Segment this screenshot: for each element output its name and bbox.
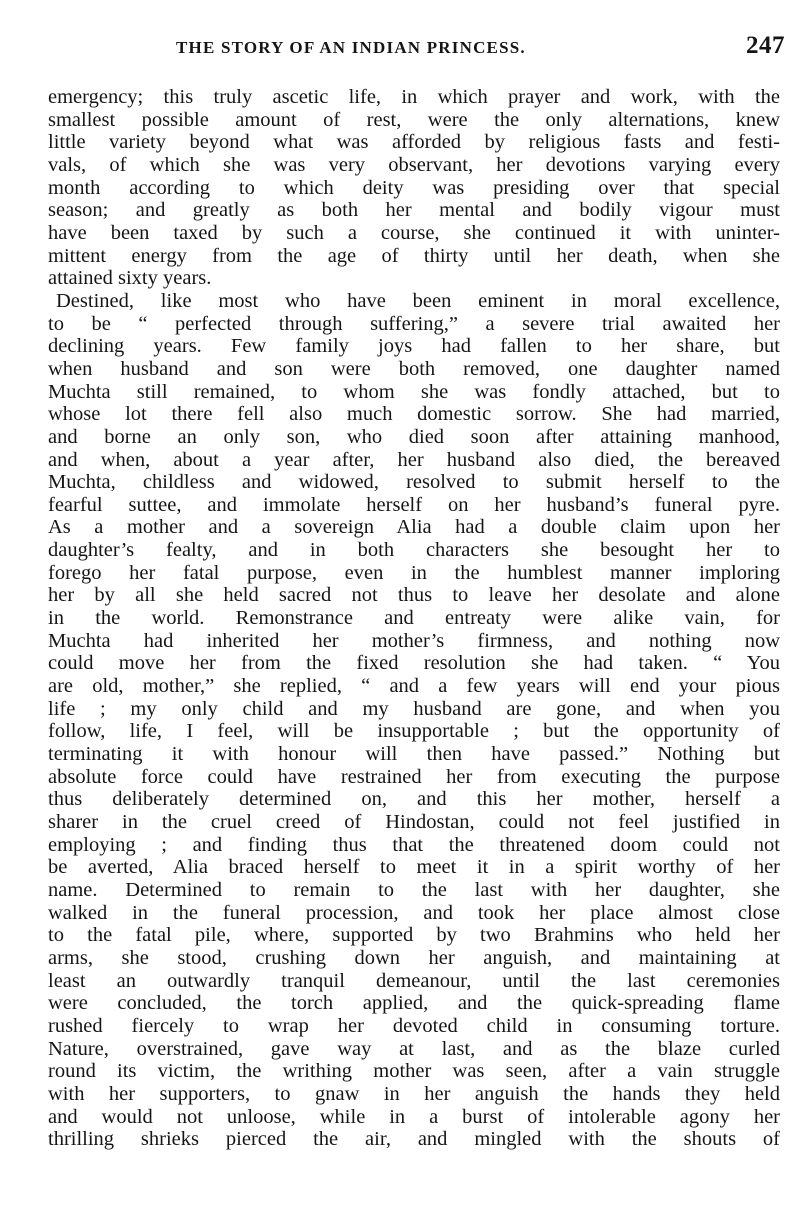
text-line: life ; my only child and my husband are gone, and when you [48,697,780,720]
text-line: thrilling shrieks pierced the air, and mingled with the shouts of [48,1128,780,1151]
text-line: be averted, Alia braced herself to meet it in a spirit worthy of her [48,856,780,879]
text-line: declining years. Few family joys had fallen to her share, but [48,335,780,358]
text-line: arms, she stood, crushing down her anguish, and maintaining at [48,946,780,969]
text-line: attained sixty years. [48,267,212,290]
text-line: terminating it with honour will then have passed.” Nothing but [48,743,780,766]
text-line: sharer in the cruel creed of Hindostan, could not feel justified in [48,811,780,833]
text-line: emergency; this truly ascetic life, in which prayer and work, with the [48,86,780,108]
text-line: Nature, overstrained, gave way at last, and as the blaze curled [48,1037,780,1060]
text-line: employing ; and finding thus that the threatened doom could not [48,833,780,856]
text-line: when husband and son were both removed, one daughter named [48,357,780,380]
text-line: Muchta still remained, to whom she was fondly attached, but to [48,380,780,403]
text-line: daughter’s fealty, and in both characters she besought her to [48,539,780,562]
text-line: have been taxed by such a course, she continued it with uninter- [48,221,780,244]
text-line: and would not unloose, while in a burst of intolerable agony her [48,1105,780,1128]
text-line: follow, life, I feel, will be insupportable ; but the opportunity of [48,720,780,743]
text-line: walked in the funeral procession, and took her place almost close [48,901,780,924]
text-line: season; and greatly as both her mental and bodily vigour must [48,199,780,222]
text-line: little variety beyond what was afforded by religious fasts and festi- [48,131,780,154]
text-line: name. Determined to remain to the last with her daughter, she [48,878,780,901]
text-line: and borne an only son, who died soon after attaining manhood, [48,425,780,448]
text-line: are old, mother,” she replied, “ and a few years will end your pious [48,675,780,698]
page-header [48,32,785,68]
text-line: Muchta had inherited her mother’s firmness, and nothing now [48,629,780,652]
text-line: forego her fatal purpose, even in the humblest manner imploring [48,561,780,584]
text-line: whose lot there fell also much domestic sorrow. She had married, [48,403,780,426]
text-line: Muchta, childless and widowed, resolved to submit herself to the [48,471,780,494]
text-line: absolute force could have restrained her from executing the purpose [48,765,780,788]
text-line: could move her from the fixed resolution she had taken. “ You [48,652,780,675]
text-line: and when, about a year after, her husband also died, the bereaved [48,448,780,471]
text-line: least an outwardly tranquil demeanour, until the last ceremonies [48,969,780,992]
text-line: smallest possible amount of rest, were the only alternations, knew [48,108,780,131]
paragraph-start-line: Destined, like most who have been eminent in moral excellence, [56,289,780,312]
text-line: thus deliberately determined on, and this her mother, herself a [48,788,780,811]
text-line: month according to which deity was presiding over that special [48,176,780,199]
text-line: round its victim, the writhing mother was seen, after a vain struggle [48,1060,780,1083]
text-line: in the world. Remonstrance and entreaty were alike vain, for [48,607,780,630]
text-line: rushed fiercely to wrap her devoted child in consuming torture. [48,1014,780,1037]
text-line: As a mother and a sovereign Alia had a double claim upon her [48,516,780,539]
text-line: vals, of which she was very observant, her devotions varying every [48,153,780,176]
text-line: to be “ perfected through suffering,” a severe trial awaited her [48,312,780,335]
page-number: 247 [746,32,785,59]
running-title: THE STORY OF AN INDIAN PRINCESS. [176,38,526,57]
text-line: mittent energy from the age of thirty until her death, when she [48,244,780,267]
text-line: with her supporters, to gnaw in her anguish the hands they held [48,1082,780,1105]
text-line: fearful suttee, and immolate herself on her husband’s funeral pyre. [48,493,780,516]
text-line: to the fatal pile, where, supported by two Brahmins who held her [48,924,780,947]
text-line: were concluded, the torch applied, and the quick-spreading flame [48,992,780,1015]
text-line: her by all she held sacred not thus to leave her desolate and alone [48,584,780,607]
body-text [48,86,780,1151]
